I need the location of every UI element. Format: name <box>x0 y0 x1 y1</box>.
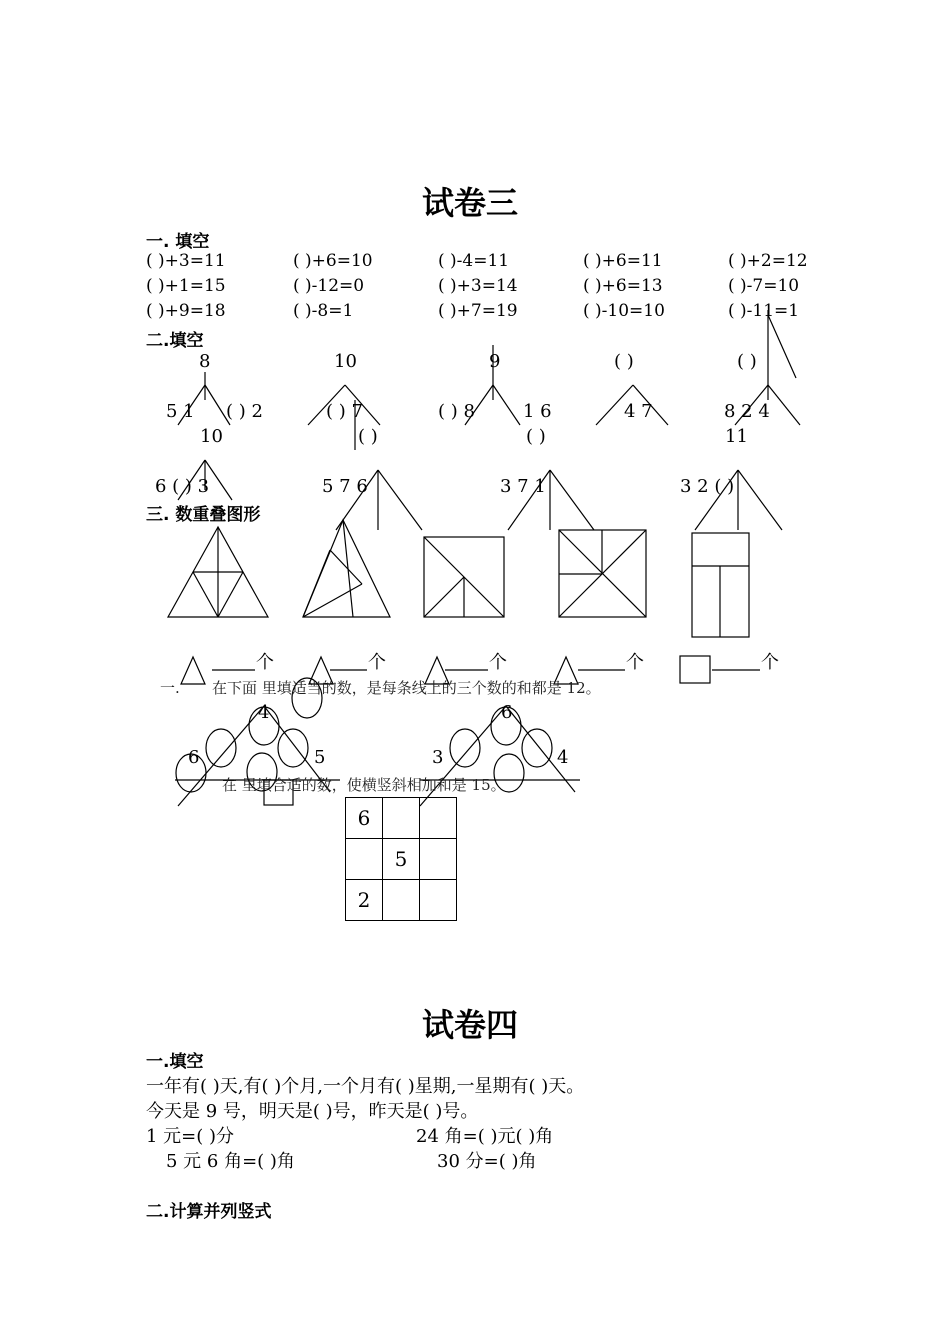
paper4-section1-heading: 一.填空 <box>146 1052 204 1072</box>
eq-3-2: ( )-8=1 <box>293 301 354 321</box>
split-top-2: 10 <box>334 351 357 372</box>
eq-2-1: ( )+1=15 <box>146 276 226 296</box>
eq-3-4: ( )-10=10 <box>583 301 665 321</box>
shape-triangle-1 <box>168 527 268 617</box>
paper3-section3-heading: 三. 数重叠图形 <box>146 505 261 525</box>
split-top-4: ( ) <box>614 351 634 372</box>
eq-2-3: ( )+3=14 <box>438 276 518 296</box>
split-top-5: ( ) <box>737 351 757 372</box>
section4-instruction-1: 在下面 里填适当的数，是每条线上的三个数的和都是 12。 <box>212 679 601 697</box>
eq-1-2: ( )+6=10 <box>293 251 373 271</box>
circle-num-4: 6 <box>501 702 513 723</box>
split2-bottom-4: 3 2 ( ) <box>680 476 735 497</box>
circle-num-2: 6 <box>188 747 200 768</box>
paper4-line-4: 24 角=( )元( )角 <box>416 1126 554 1147</box>
eq-1-4: ( )+6=11 <box>583 251 663 271</box>
magic-cell <box>346 839 383 880</box>
magic-cell <box>420 798 457 839</box>
eq-2-2: ( )-12=0 <box>293 276 365 296</box>
paper3-section2-heading: 二.填空 <box>146 331 204 351</box>
paper3-section1-heading: 一. 填空 <box>146 232 210 252</box>
count-label-1: 个 <box>256 652 274 673</box>
section4-dot: 一. <box>160 679 180 697</box>
split-bottom-3: ( ) 7 <box>326 401 363 422</box>
split2-top-2: ( ) <box>358 426 378 447</box>
magic-cell <box>420 880 457 921</box>
split2-bottom-2: 5 7 6 <box>322 476 368 497</box>
split-bottom-6: 4 7 <box>624 401 653 422</box>
split-bottom-5: 1 6 <box>523 401 552 422</box>
shape-square-1 <box>424 537 504 617</box>
eq-1-3: ( )-4=11 <box>438 251 510 271</box>
circle-num-1: 4 <box>258 702 270 723</box>
eq-3-5: ( )-11=1 <box>728 301 800 321</box>
magic-cell <box>420 839 457 880</box>
split-bottom-4: ( ) 8 <box>438 401 475 422</box>
eq-1-5: ( )+2=12 <box>728 251 808 271</box>
magic-cell: 5 <box>383 839 420 880</box>
split-tree-row1 <box>178 310 800 450</box>
shape-rectangle <box>692 533 749 637</box>
circle-num-6: 4 <box>557 747 569 768</box>
section5-instruction: 在 里填合适的数，使横竖斜相加和是 15。 <box>222 776 506 794</box>
magic-cell <box>383 798 420 839</box>
paper4-line-2: 今天是 9 号，明天是( )号，昨天是( )号。 <box>146 1101 479 1122</box>
paper4-line-1: 一年有( )天,有( )个月,一个月有( )星期,一星期有( )天。 <box>146 1076 585 1097</box>
magic-cell: 6 <box>346 798 383 839</box>
split-top-1: 8 <box>199 351 211 372</box>
paper4-line-5: 5 元 6 角=( )角 <box>166 1151 295 1172</box>
circle-num-3: 5 <box>314 747 326 768</box>
shape-square-2 <box>559 530 646 617</box>
paper4-section2-heading: 二.计算并列竖式 <box>146 1202 272 1222</box>
circle-num-5: 3 <box>432 747 444 768</box>
count-label-2: 个 <box>368 652 386 673</box>
eq-1-1: ( )+3=11 <box>146 251 226 271</box>
eq-2-5: ( )-7=10 <box>728 276 800 296</box>
split-bottom-1: 5 1 <box>166 401 195 422</box>
paper3-title: 试卷三 <box>422 184 519 222</box>
shape-triangle-2 <box>303 520 390 617</box>
split-bottom-7: 8 2 4 <box>724 401 770 422</box>
split2-bottom-1: 6 ( ) 3 <box>155 476 210 497</box>
eq-3-3: ( )+7=19 <box>438 301 518 321</box>
split-tree-row2 <box>178 460 782 530</box>
eq-3-1: ( )+9=18 <box>146 301 226 321</box>
magic-cell <box>383 880 420 921</box>
count-label-5: 个 <box>761 652 779 673</box>
paper4-title: 试卷四 <box>422 1006 519 1044</box>
split2-top-4: 11 <box>725 426 748 447</box>
magic-cell: 2 <box>346 880 383 921</box>
paper4-line-6: 30 分=( )角 <box>437 1151 537 1172</box>
split2-bottom-3: 3 7 1 <box>500 476 546 497</box>
split-bottom-2: ( ) 2 <box>226 401 263 422</box>
split2-top-3: ( ) <box>526 426 546 447</box>
count-label-3: 个 <box>489 652 507 673</box>
magic-square <box>345 797 457 921</box>
paper4-line-3: 1 元=( )分 <box>146 1126 235 1147</box>
split2-top-1: 10 <box>200 426 223 447</box>
split-top-3: 9 <box>489 351 501 372</box>
count-label-4: 个 <box>626 652 644 673</box>
eq-2-4: ( )+6=13 <box>583 276 663 296</box>
